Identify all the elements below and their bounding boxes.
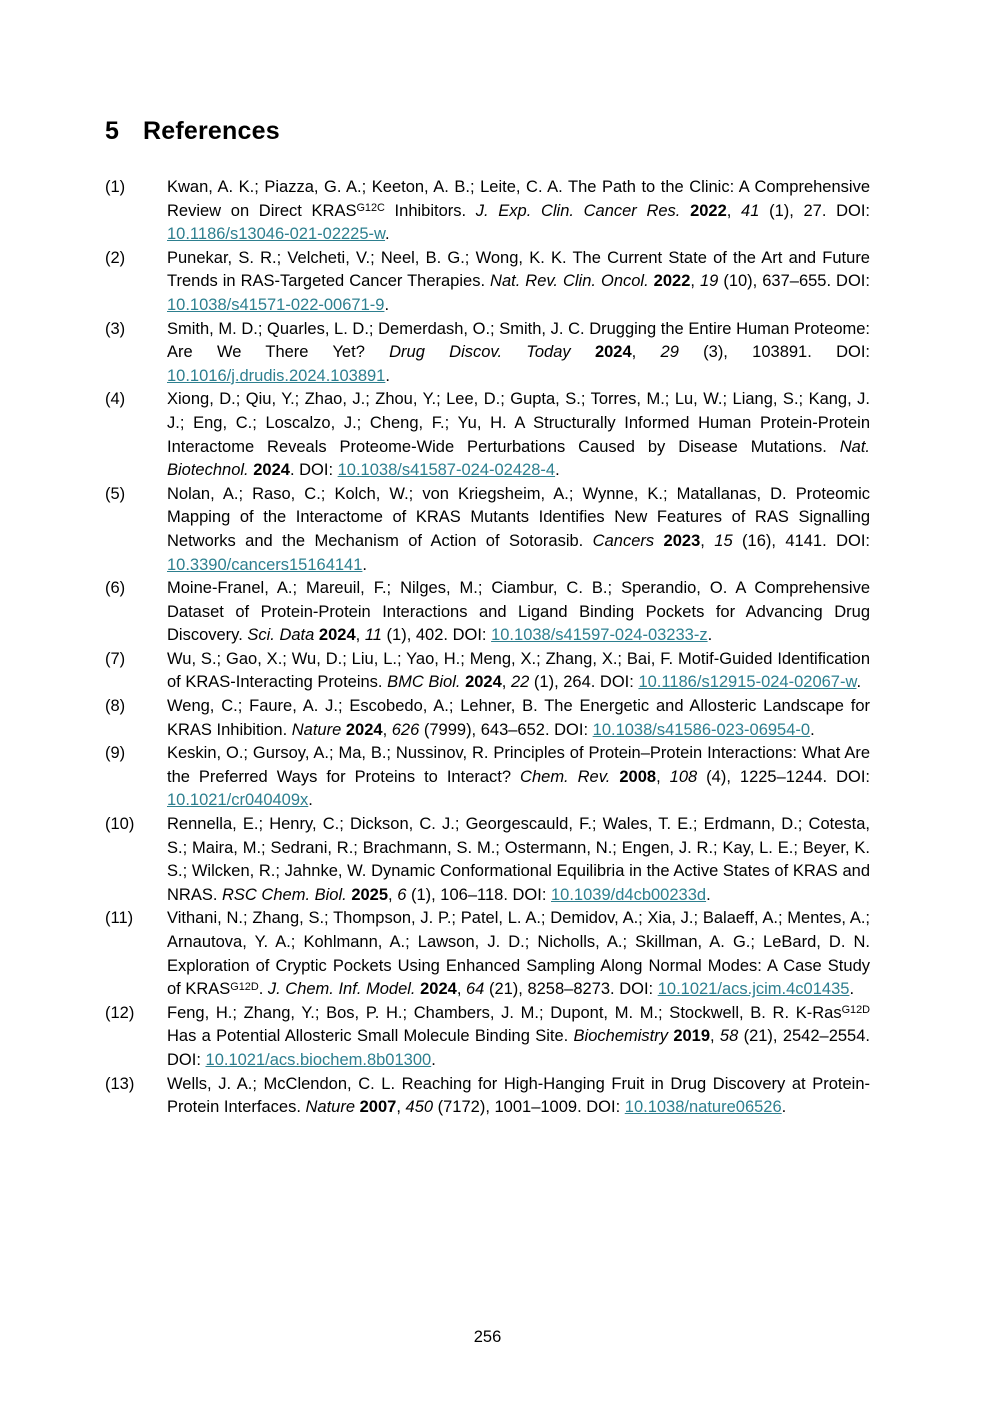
reference-segment: , — [396, 1098, 406, 1117]
reference-segment: 6 — [397, 885, 407, 904]
reference-number: (8) — [105, 697, 126, 716]
reference-segment — [680, 202, 690, 220]
reference-segment: (3), 103891. DOI: — [678, 343, 870, 362]
reference-text — [167, 695, 870, 742]
reference-segment: , — [710, 1027, 720, 1046]
reference-text — [167, 907, 870, 1001]
reference-segment: 58 — [719, 1027, 739, 1046]
reference-segment: 41 — [741, 201, 760, 220]
reference-segment: 626 — [391, 720, 420, 739]
reference-text — [167, 813, 870, 907]
reference-segment: Nature — [305, 1098, 356, 1117]
reference-segment: Sci. Data — [247, 626, 315, 645]
reference-segment: 2025 — [351, 885, 389, 904]
reference-number: (9) — [105, 744, 126, 763]
reference-segment: 15 — [714, 531, 733, 550]
reference-number: (10) — [105, 815, 135, 834]
reference-text — [167, 318, 870, 389]
reference-text — [167, 577, 870, 648]
reference-segment: (7172), 1001–1009. DOI: — [433, 1098, 625, 1117]
superscript-text: G12D — [230, 980, 259, 993]
doi-link[interactable]: 10.1016/j.drudis.2024.103891 — [167, 366, 386, 385]
reference-text — [167, 247, 870, 318]
reference-segment: 11 — [364, 626, 382, 645]
reference-segment: , — [700, 531, 715, 550]
reference-number: (11) — [105, 909, 134, 928]
reference-text — [167, 483, 870, 577]
reference-number: (6) — [105, 579, 126, 598]
reference-segment: 2024 — [465, 673, 502, 692]
reference-segment: Wells, J. A.; McClendon, C. L. Reaching for High-Hanging Fruit in Drug Discovery at Protein-Protein Interfaces. — [167, 1074, 870, 1117]
reference-segment: , — [355, 626, 365, 645]
reference-item — [105, 176, 870, 247]
reference-segment: . — [555, 461, 560, 480]
reference-segment: . — [362, 555, 368, 574]
doi-link[interactable]: 10.1021/cr040409x — [167, 791, 309, 810]
reference-segment: Weng, C.; Faure, A. J.; Escobedo, A.; Lehner, B. The Energetic and Allosteric Landscape for KRAS Inhibition. — [167, 697, 870, 739]
reference-segment: Biochemistry — [573, 1027, 668, 1046]
section-number: 5 — [105, 117, 120, 145]
reference-segment: 2023 — [663, 531, 701, 550]
reference-segment: , — [656, 767, 670, 786]
reference-segment: 2024 — [345, 720, 383, 739]
reference-segment: BMC Biol. — [387, 673, 461, 692]
reference-number: (2) — [105, 248, 126, 267]
reference-segment: 2007 — [359, 1098, 397, 1117]
reference-segment: . — [308, 791, 313, 810]
reference-segment: 108 — [669, 767, 698, 786]
reference-segment: Inhibitors. — [384, 201, 476, 220]
superscript-text: G12C — [356, 202, 385, 215]
reference-segment: Chem. Rev. — [520, 767, 611, 786]
reference-segment: . — [849, 980, 855, 999]
reference-segment: . — [385, 225, 390, 244]
doi-link[interactable]: 10.1038/s41597-024-03233-z — [491, 626, 708, 645]
reference-segment: Punekar, S. R.; Velcheti, V.; Neel, B. G.; Wong, K. K. The Current State of the Art and Future Trends in RAS-Targeted Cancer Therapies. — [167, 248, 870, 291]
reference-segment: . — [385, 366, 390, 385]
reference-item — [105, 577, 870, 648]
reference-segment: Rennella, E.; Henry, C.; Dickson, C. J.; Georgescauld, F.; Wales, T. E.; Erdmann, D.; Cotesta, S.; Maira, M.; Sedrani, R.; Brachmann, S. M.; Ostermann, N.; Engen, J. R.; Kay, L. E.; Beyer, K. S.; Wilcken, R.; Jahnke, W. Dynamic Conformational Equilibria in the Active States of KRAS and NRAS. — [167, 815, 870, 904]
reference-segment: Xiong, D.; Qiu, Y.; Zhao, J.; Zhou, Y.; Lee, D.; Gupta, S.; Torres, M.; Lu, W.; Liang, S.; Kang, J. J.; Eng, C.; Loscalzo, J.; Cheng, F.; Yu, H. A Structurally Informed Human Protein-Protein Interactome Reveals Proteome-Wide Perturbations Caused by Disease Mutations. — [167, 390, 870, 456]
reference-segment: , — [382, 720, 392, 739]
reference-segment: 2024 — [594, 343, 632, 362]
section-heading — [105, 116, 870, 146]
reference-segment: RSC Chem. Biol. — [222, 885, 347, 904]
reference-segment: 22 — [510, 673, 530, 692]
reference-list — [105, 176, 870, 1120]
doi-link[interactable]: 10.1038/s41571-022-00671-9 — [167, 295, 385, 314]
doi-link[interactable]: 10.1021/acs.biochem.8b01300 — [205, 1050, 432, 1069]
reference-segment: Has a Potential Allosteric Small Molecule Binding Site. — [167, 1027, 574, 1046]
reference-item — [105, 483, 870, 577]
reference-segment: Nolan, A.; Raso, C.; Kolch, W.; von Kriegsheim, A.; Wynne, K.; Matallanas, D. Proteomic Mapping of the Interactome of KRAS Mutants Identifies New Features of RAS Signalling Networks and the Mechanism of Action of Sotorasib. — [167, 484, 870, 550]
doi-link[interactable]: 10.1186/s12915-024-02067-w — [638, 673, 857, 692]
reference-segment: 2008 — [619, 767, 657, 786]
reference-item — [105, 648, 870, 695]
reference-text — [167, 176, 870, 247]
reference-segment: 450 — [405, 1098, 434, 1117]
reference-segment: (21), 2542–2554. DOI: — [167, 1027, 870, 1069]
reference-segment: . — [707, 626, 713, 645]
reference-text — [167, 1002, 870, 1073]
reference-segment: 29 — [660, 343, 679, 362]
reference-number: (5) — [105, 484, 126, 503]
reference-item — [105, 695, 870, 742]
reference-segment: , — [388, 885, 398, 904]
reference-number: (13) — [105, 1074, 135, 1093]
reference-segment: 2019 — [673, 1027, 711, 1046]
reference-item — [105, 813, 870, 907]
reference-segment: (1), 264. DOI: — [529, 673, 639, 692]
reference-item — [105, 318, 870, 389]
reference-item — [105, 1073, 870, 1120]
reference-number: (7) — [105, 649, 126, 668]
reference-segment: . — [781, 1098, 787, 1117]
reference-segment: Nat. Biotechnol. — [167, 437, 870, 480]
reference-segment: 64 — [466, 980, 485, 999]
reference-segment: Nat. Rev. Clin. Oncol. — [490, 272, 649, 291]
reference-item — [105, 1002, 870, 1073]
reference-segment: , — [690, 272, 700, 291]
reference-segment — [571, 343, 595, 361]
reference-segment: (7999), 643–652. DOI: — [419, 720, 593, 739]
reference-number: (3) — [105, 319, 126, 338]
reference-segment: (1), 27. DOI: — [759, 201, 871, 220]
reference-number: (4) — [105, 390, 126, 409]
reference-segment: Smith, M. D.; Quarles, L. D.; Demerdash, O.; Smith, J. C. Drugging the Entire Human Proteome: Are We There Yet? — [167, 319, 870, 362]
reference-segment: 2024 — [318, 626, 356, 645]
reference-segment: 2024 — [420, 980, 457, 999]
reference-segment: . — [706, 885, 711, 904]
reference-segment: (1), 106–118. DOI: — [406, 885, 551, 904]
reference-segment: (21), 8258–8273. DOI: — [484, 980, 658, 999]
reference-number: (1) — [105, 178, 126, 196]
superscript-text: G12D — [841, 1004, 870, 1017]
reference-segment: Feng, H.; Zhang, Y.; Bos, P. H.; Chambers, J. M.; Dupont, M. M.; Stockwell, B. R. K-Ras — [167, 1003, 842, 1022]
doi-link[interactable]: 10.1021/acs.jcim.4c01435 — [657, 980, 850, 999]
reference-segment: 2024 — [253, 461, 290, 480]
reference-segment: Drug Discov. Today — [389, 343, 571, 362]
reference-item — [105, 247, 870, 318]
reference-segment — [610, 768, 619, 786]
doi-link[interactable]: 10.1039/d4cb00233d — [551, 885, 707, 904]
doi-link[interactable]: 10.1186/s13046-021-02225-w — [167, 225, 386, 244]
reference-segment: Vithani, N.; Zhang, S.; Thompson, J. P.; Patel, L. A.; Demidov, A.; Xia, J.; Balaeff, A.; Mentes, A.; Arnautova, Y. A.; Kohlmann, A.; Lawson, J. D.; Nicholls, A.; Skillman, A. G.; LeBard, D. N. Exploration of Cryptic Pockets Using Enhanced Sampling Along Normal Modes: A Case Study of KRAS — [167, 909, 870, 999]
reference-segment: J. Exp. Clin. Cancer Res. — [475, 201, 681, 220]
reference-segment: 2022 — [690, 201, 727, 220]
reference-segment: . — [810, 720, 815, 739]
reference-segment: . — [431, 1050, 436, 1069]
reference-segment: Keskin, O.; Gursoy, A.; Ma, B.; Nussinov, R. Principles of Protein–Protein Interactions: What Are the Preferred Ways for Proteins to Interact? — [167, 744, 870, 786]
reference-number: (12) — [105, 1003, 135, 1022]
reference-segment: 19 — [699, 272, 719, 291]
reference-segment: Kwan, A. K.; Piazza, G. A.; Keeton, A. B.; Leite, C. A. The Path to the Clinic: A Comprehensive Review on Direct KRAS — [167, 178, 870, 220]
reference-segment: (1), 402. DOI: — [381, 626, 492, 645]
reference-segment: (4), 1225–1244. DOI: — [697, 767, 870, 786]
reference-segment: (10), 637–655. DOI: — [718, 272, 870, 291]
section-title: References — [143, 117, 280, 145]
reference-segment: Nature — [291, 720, 342, 739]
reference-segment: , — [501, 673, 511, 692]
reference-segment: . — [384, 295, 390, 314]
reference-item — [105, 388, 870, 482]
page-number: 256 — [473, 1328, 502, 1346]
doi-link[interactable]: 10.1038/nature06526 — [624, 1098, 782, 1117]
reference-segment: 2022 — [653, 272, 691, 291]
reference-segment: . — [856, 673, 862, 692]
doi-link[interactable]: 10.3390/cancers15164141 — [167, 555, 363, 574]
reference-segment: (16), 4141. DOI: — [732, 531, 871, 550]
reference-segment: Wu, S.; Gao, X.; Wu, D.; Liu, L.; Yao, H.; Meng, X.; Zhang, X.; Bai, F. Motif-Guided Identification of KRAS-Interacting Proteins. — [167, 649, 870, 692]
reference-segment: , — [456, 980, 466, 999]
reference-segment: , — [631, 343, 661, 362]
reference-item — [105, 907, 870, 1001]
reference-text — [167, 1073, 870, 1120]
reference-segment: Moine-Franel, A.; Mareuil, F.; Nilges, M.; Ciambur, C. B.; Sperandio, O. A Comprehensive Dataset of Protein-Protein Interactions and Ligand Binding Pockets for Advancing Drug Discovery. — [167, 579, 870, 645]
reference-segment: J. Chem. Inf. Model. — [267, 980, 416, 999]
reference-segment — [654, 532, 663, 550]
reference-text — [167, 742, 870, 813]
doi-link[interactable]: 10.1038/s41587-024-02428-4 — [337, 461, 556, 480]
reference-segment: , — [726, 201, 742, 220]
reference-item — [105, 742, 870, 813]
reference-segment: . — [258, 980, 268, 999]
reference-segment: . DOI: — [289, 461, 338, 480]
reference-text — [167, 648, 870, 695]
doi-link[interactable]: 10.1038/s41586-023-06954-0 — [592, 720, 811, 739]
reference-text — [167, 388, 870, 482]
reference-segment: Cancers — [592, 531, 655, 550]
